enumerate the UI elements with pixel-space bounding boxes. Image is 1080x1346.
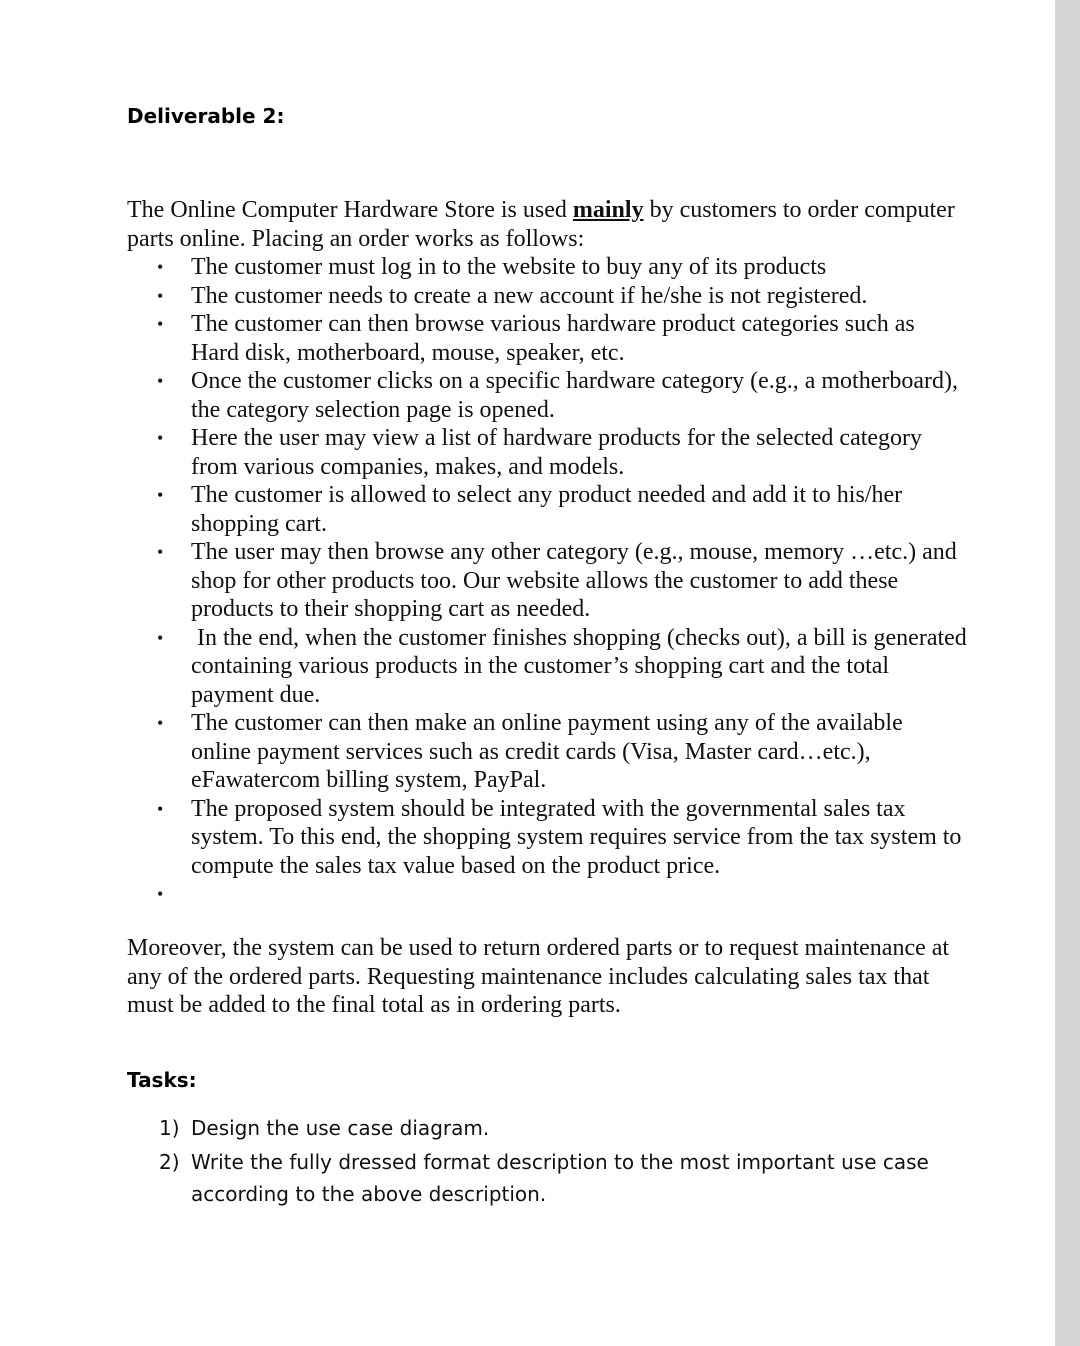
bullet-icon: • bbox=[157, 314, 164, 334]
list-item-text: The user may then browse any other category (e.g., mouse, memory …etc.) and shop for other products too. Our website allows the customer to add these products to their shopping cart as needed. bbox=[191, 539, 957, 622]
list-item bbox=[127, 624, 973, 710]
intro-text-before: The Online Computer Hardware Store is used bbox=[127, 197, 573, 223]
list-item-text: Once the customer clicks on a specific hardware category (e.g., a motherboard), the category selection page is opened. bbox=[191, 368, 958, 423]
tasks-list bbox=[127, 1112, 967, 1212]
list-item-text: The customer needs to create a new account if he/she is not registered. bbox=[191, 282, 868, 309]
bullet-icon: • bbox=[157, 713, 164, 733]
list-item-text: The proposed system should be integrated with the governmental sales tax system. To this end, the shopping system requires service from the tax system to compute the sales tax value based on the product price. bbox=[191, 795, 962, 879]
intro-emphasis: mainly bbox=[572, 197, 644, 223]
list-item-text bbox=[191, 881, 197, 907]
bullet-icon: • bbox=[157, 542, 164, 562]
list-item bbox=[127, 253, 967, 282]
list-item bbox=[127, 310, 967, 367]
list-item bbox=[127, 424, 967, 481]
bullet-icon: • bbox=[157, 428, 164, 448]
bullet-icon: • bbox=[157, 285, 164, 306]
list-item-text: The customer can then browse various hardware product categories such as Hard disk, motherboard, mouse, speaker, etc. bbox=[191, 311, 915, 366]
list-item bbox=[127, 481, 967, 538]
scrollbar[interactable] bbox=[1055, 0, 1080, 1346]
list-item bbox=[127, 367, 967, 424]
list-item-text: In the end, when the customer finishes shopping (checks out), a bill is generated containing various products in the customer’s shopping cart and the total payment due. bbox=[191, 624, 973, 708]
bullet-icon: • bbox=[157, 371, 164, 391]
list-item bbox=[127, 709, 967, 795]
task-item bbox=[127, 1146, 967, 1210]
task-number: 1) bbox=[159, 1116, 180, 1140]
list-item bbox=[127, 538, 967, 624]
task-text: Write the fully dressed format description to the most important use case according to the above description. bbox=[191, 1150, 929, 1206]
outro-paragraph: Moreover, the system can be used to return ordered parts or to request maintenance at any of the ordered parts. Requesting maintenance includes calculating sales tax that must be added to the final total as in ordering parts. bbox=[127, 935, 950, 1018]
intro-paragraph bbox=[127, 196, 967, 253]
bullet-icon: • bbox=[157, 627, 164, 648]
task-text: Design the use case diagram. bbox=[191, 1116, 490, 1140]
list-item bbox=[127, 880, 967, 909]
list-item-text: The customer is allowed to select any product needed and add it to his/her shopping cart. bbox=[191, 482, 903, 537]
intro-text-after: by customers to order computer parts online. Placing an order works as follows: bbox=[127, 197, 955, 252]
bullet-icon: • bbox=[157, 884, 164, 904]
list-item bbox=[127, 282, 967, 311]
list-item-text: The customer can then make an online payment using any of the available online payment services such as credit cards (Visa, Master card…etc.), eFawatercom billing system, PayPal. bbox=[191, 710, 903, 793]
bullet-icon: • bbox=[157, 798, 164, 819]
task-item bbox=[127, 1112, 967, 1144]
list-item-text: Here the user may view a list of hardware products for the selected category from various companies, makes, and models. bbox=[191, 425, 923, 480]
tasks-heading: Tasks: bbox=[127, 1068, 197, 1092]
requirements-list bbox=[127, 253, 973, 909]
list-item bbox=[127, 795, 967, 881]
task-number: 2) bbox=[159, 1150, 180, 1174]
bullet-icon: • bbox=[157, 257, 164, 277]
bullet-icon: • bbox=[157, 485, 164, 505]
deliverable-heading: Deliverable 2: bbox=[127, 104, 285, 128]
list-item-text: The customer must log in to the website to buy any of its products bbox=[191, 254, 827, 280]
